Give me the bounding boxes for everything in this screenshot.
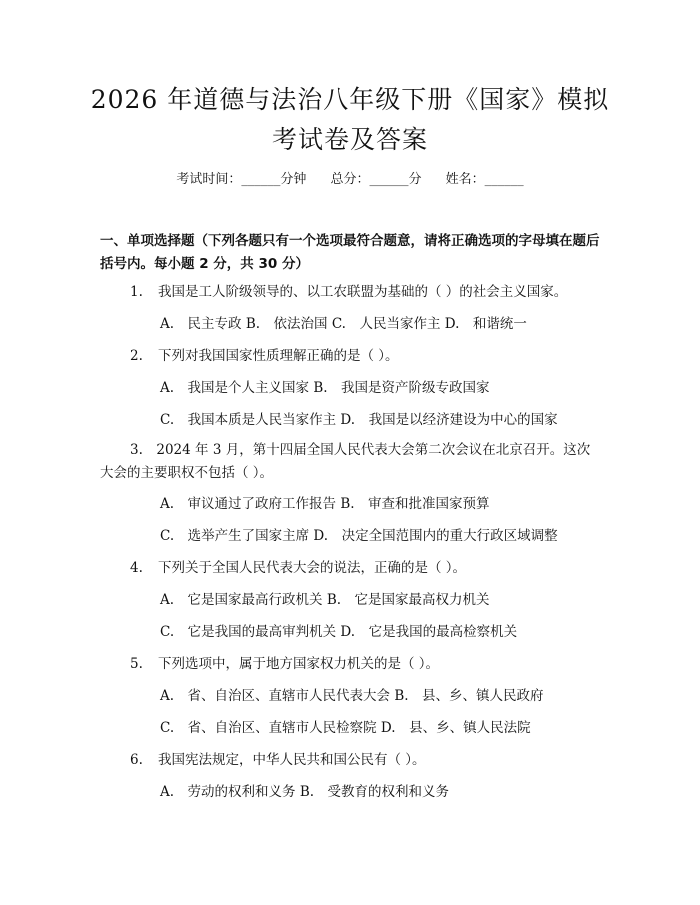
exam-title-line2: 考试卷及答案 [271,125,428,154]
question-3-options-ab: A. 审议通过了政府工作报告 B. 审查和批准国家预算 [160,496,490,512]
question-text: 下列选项中，属于地方国家权力机关的是（ ）。 [158,656,440,672]
question-3-options-cd: C. 选举产生了国家主席 D. 决定全国范围内的重大行政区域调整 [160,528,558,544]
question-6-options-ab: A. 劳动的权利和义务 B. 受教育的权利和义务 [160,784,450,800]
question-1-options: A. 民主专政 B. 依法治国 C. 人民当家作主 D. 和谐统一 [160,316,527,332]
question-text: 我国宪法规定，中华人民共和国公民有（ ）。 [158,752,426,768]
question-2-options-cd: C. 我国本质是人民当家作主 D. 我国是以经济建设为中心的国家 [160,412,558,428]
question-number: 2. [130,348,143,364]
exam-title-line1: 2026 年道德与法治八年级下册《国家》模拟 [90,85,610,114]
question-text: 下列关于全国人民代表大会的说法，正确的是（ ）。 [158,560,467,576]
question-5-options-cd: C. 省、自治区、直辖市人民检察院 D. 县、乡、镇人民法院 [160,720,531,736]
total-score-field: 总分：______分 [330,172,422,187]
exam-time-field: 考试时间：______分钟 [176,172,307,187]
question-text: 下列对我国国家性质理解正确的是（ ）。 [158,348,399,364]
question-5-options-ab: A. 省、自治区、直辖市人民代表大会 B. 县、乡、镇人民政府 [160,688,544,704]
question-4-options-ab: A. 它是国家最高行政机关 B. 它是国家最高权力机关 [160,592,490,608]
question-number: 4. [130,560,143,576]
question-2 [130,346,399,366]
question-3: 3. 2024 年 3 月，第十四届全国人民代表大会第二次会议在北京召开。这次大会的主要职权不包括（ ）。 [100,442,591,481]
question-6 [130,750,426,770]
question-1 [130,282,567,302]
section-heading: 一、单项选择题（下列各题只有一个选项最符合题意，请将正确选项的字母填在题后括号内。每小题 2 分，共 30 分） [100,233,600,272]
question-2-options-ab: A. 我国是个人主义国家 B. 我国是资产阶级专政国家 [160,380,490,396]
question-text: 我国是工人阶级领导的、以工农联盟为基础的（ ）的社会主义国家。 [158,284,568,300]
exam-info-row [0,168,700,187]
student-name-field: 姓名：______ [445,172,524,187]
question-number: 6. [130,752,143,768]
question-4 [130,558,466,578]
question-4-options-cd: C. 它是我国的最高审判机关 D. 它是我国的最高检察机关 [160,624,518,640]
question-number: 1. [130,284,143,300]
question-5 [130,654,439,674]
question-number: 5. [130,656,143,672]
